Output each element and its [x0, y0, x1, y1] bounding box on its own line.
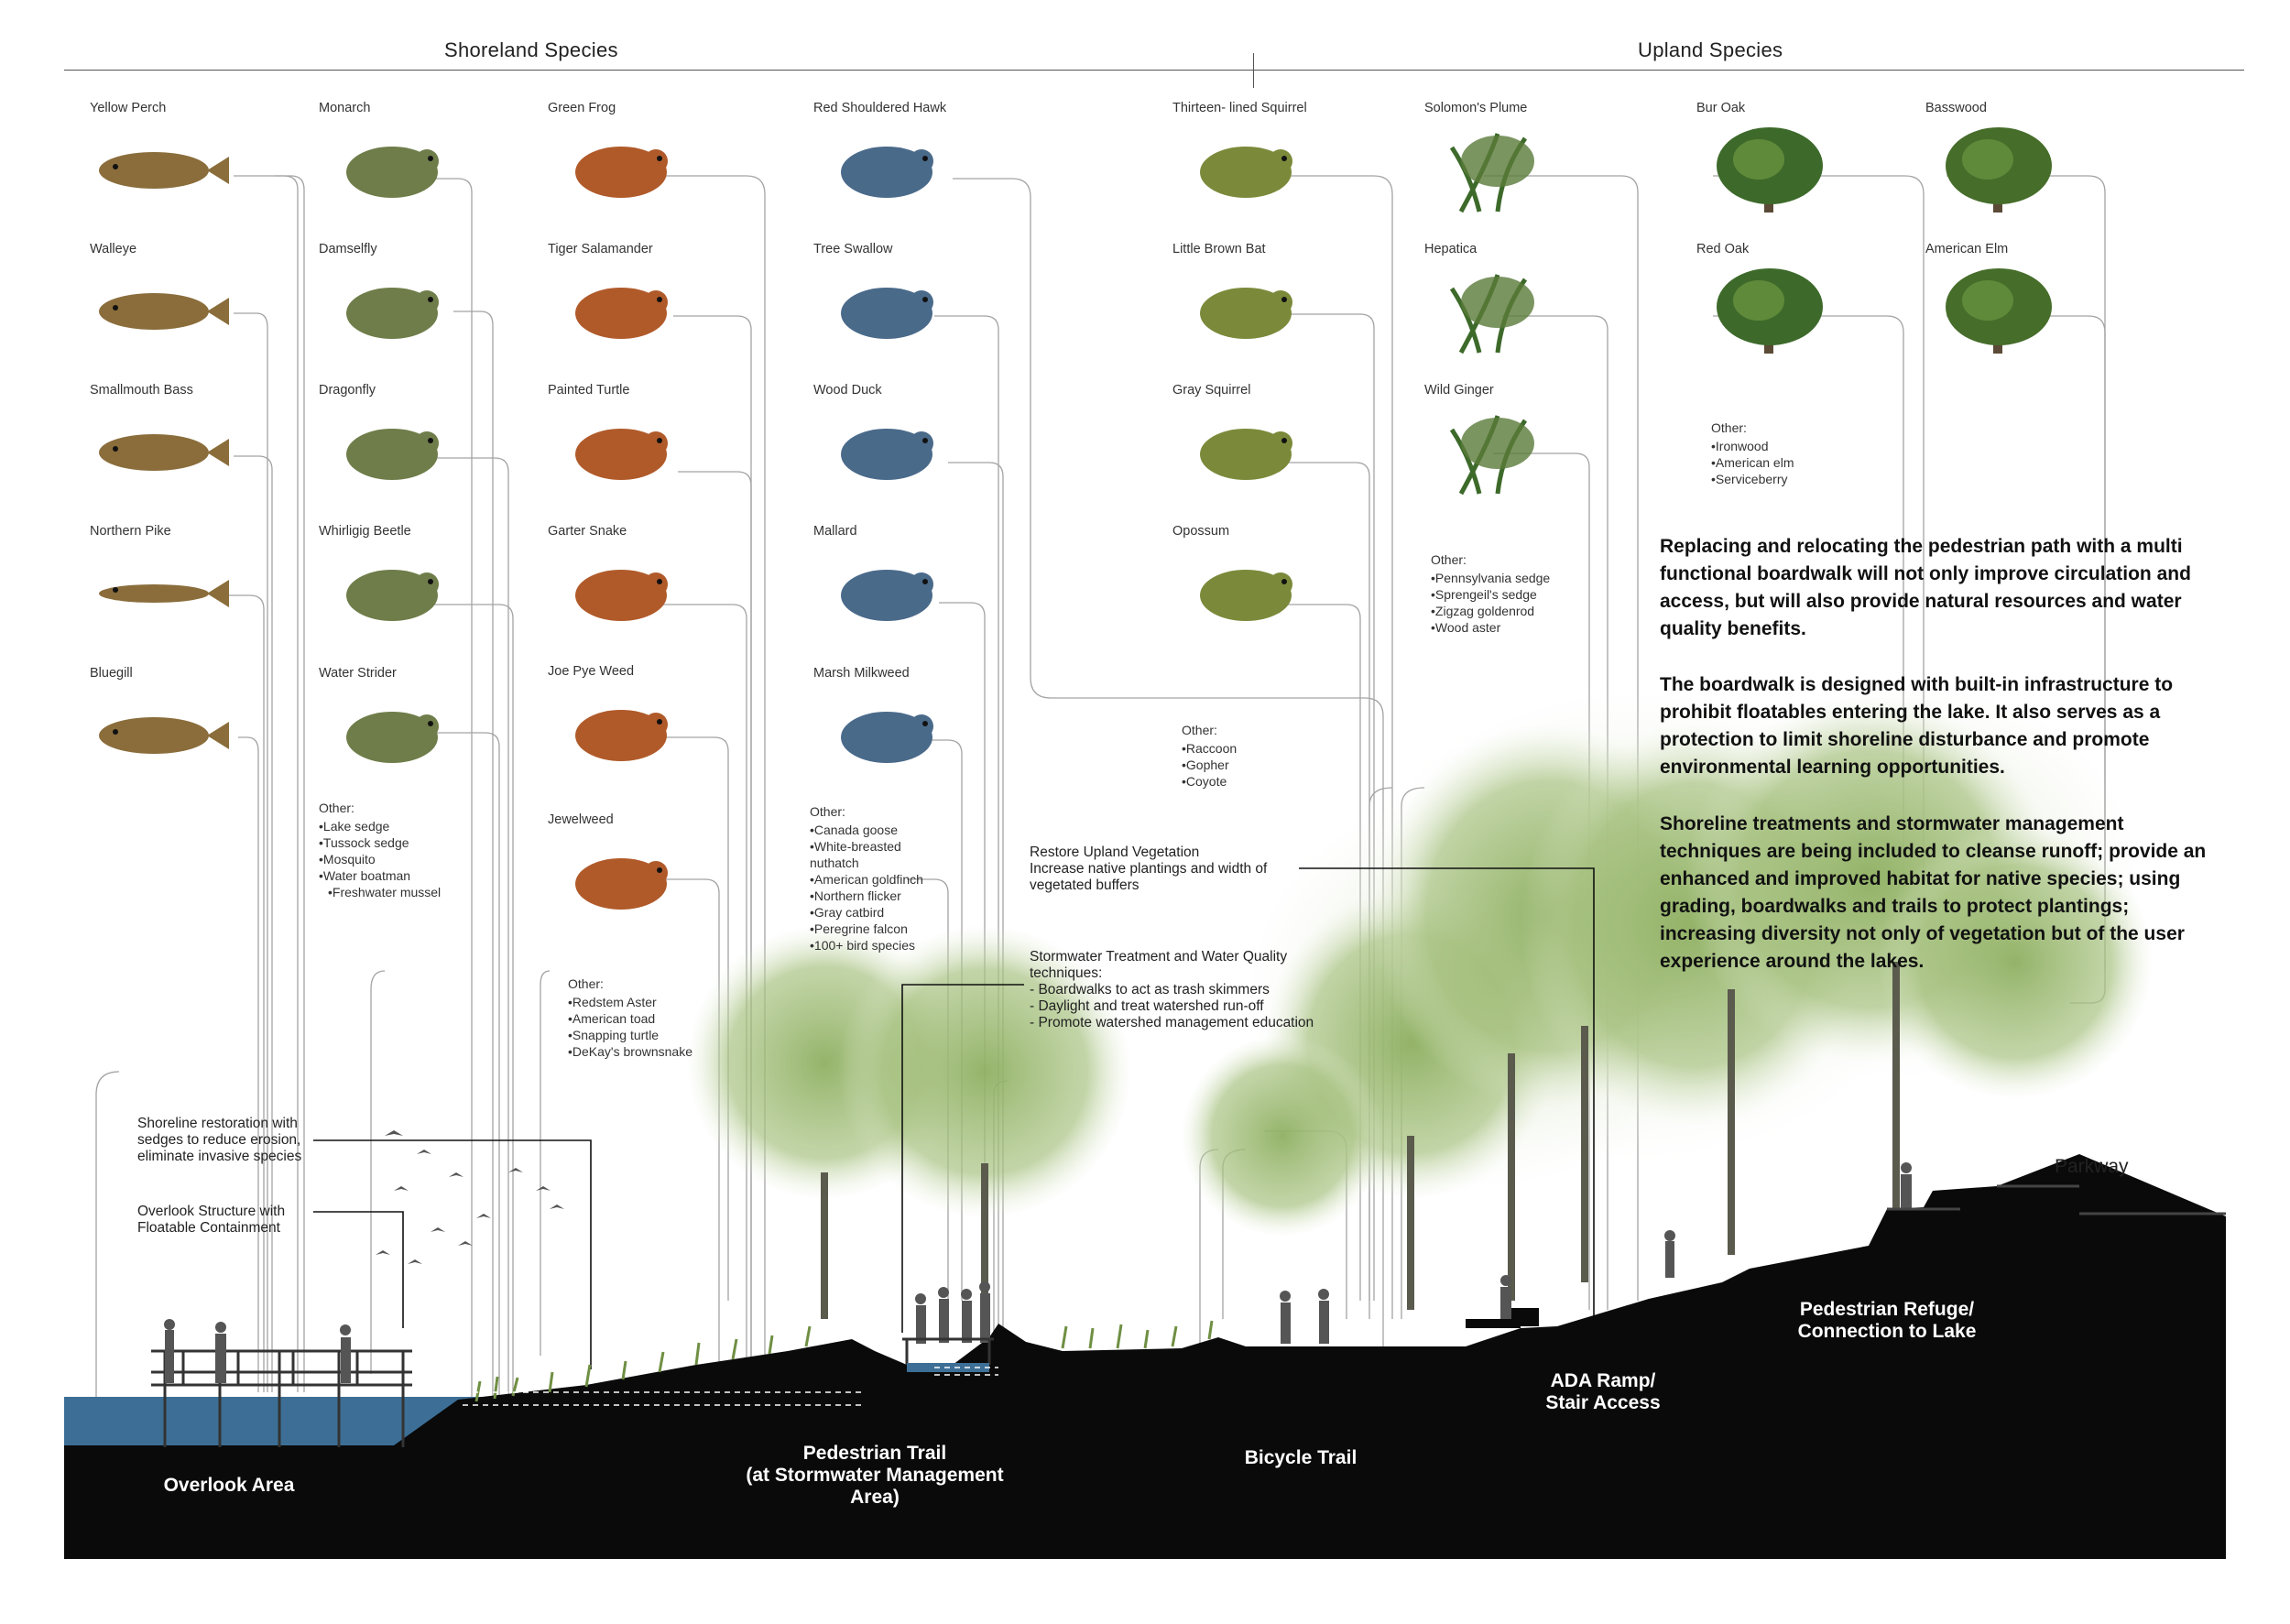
species-label: Wood Duck [813, 383, 882, 398]
list-item: • American elm [1711, 454, 1794, 471]
zone-pedestrian-trail [724, 1443, 1026, 1509]
list-item: • American goldfinch [810, 871, 947, 888]
garter-snake-icon [548, 548, 694, 639]
green-frog-icon [548, 125, 694, 216]
list-item: • White-breasted nuthatch [810, 838, 947, 871]
upland-species-header: Upland Species [1638, 38, 1783, 61]
callout-overlook-structure [137, 1204, 285, 1237]
other-title: Other: [1431, 552, 1467, 567]
list-item: • Water boatman [319, 867, 441, 884]
callout-line: eliminate invasive species [137, 1149, 302, 1164]
walleye-icon [90, 266, 236, 357]
yellow-perch-icon [90, 125, 236, 216]
species-label: Red Shouldered Hawk [813, 101, 947, 115]
zone-bicycle-trail: Bicycle Trail [1244, 1447, 1358, 1468]
list-item: • Serviceberry [1711, 471, 1794, 487]
other-list-col1 [319, 800, 441, 900]
callout-line: Stormwater Treatment and Water Quality [1030, 949, 1288, 965]
species-label: Hepatica [1424, 242, 1478, 256]
northern-pike-icon [90, 548, 236, 639]
list-item: • Raccoon [1182, 740, 1237, 757]
species-label: Gray Squirrel [1172, 383, 1251, 398]
other-list-col5 [1431, 551, 1550, 636]
zone-pedestrian-refuge [1777, 1299, 1997, 1343]
species-label: Monarch [319, 101, 371, 115]
species-label: Smallmouth Bass [90, 383, 193, 398]
callout-restore-upland [1030, 845, 1267, 894]
damselfly-icon [319, 266, 465, 357]
list-item: • Lake sedge [319, 818, 441, 834]
zone-line: Connection to Lake [1797, 1321, 1977, 1342]
species-label: Joe Pye Weed [548, 664, 635, 679]
list-item: • Mosquito [319, 851, 441, 867]
gray-squirrel-icon [1172, 407, 1319, 498]
jewelweed-icon [548, 836, 694, 928]
species-label: Solomon's Plume [1424, 101, 1528, 115]
ground-section [64, 1154, 2226, 1559]
species-label: Opossum [1172, 524, 1230, 539]
list-item: • Wood aster [1431, 619, 1550, 636]
bluegill-icon [90, 690, 236, 781]
species-label: Damselfly [319, 242, 377, 256]
parkway-label: Parkway [2055, 1156, 2129, 1177]
dragonfly-icon [319, 407, 465, 498]
callout-stormwater [1030, 949, 1314, 1031]
species-label: American Elm [1925, 242, 2009, 256]
other-list-col2 [568, 975, 692, 1060]
zone-line: Pedestrian Refuge/ [1799, 1299, 1975, 1320]
callout-line: - Promote watershed management education [1030, 1015, 1314, 1030]
callout-line: - Boardwalks to act as trash skimmers [1030, 982, 1270, 997]
species-label: Tree Swallow [813, 242, 893, 256]
zone-line: Stair Access [1545, 1392, 1661, 1413]
callout-line: vegetated buffers [1030, 877, 1140, 893]
species-label: Bluegill [90, 666, 133, 681]
list-item: • Coyote [1182, 773, 1237, 790]
species-label: Wild Ginger [1424, 383, 1494, 398]
list-item: • Gopher [1182, 757, 1237, 773]
list-item: • Ironwood [1711, 438, 1794, 454]
species-label: Marsh Milkweed [813, 666, 910, 681]
species-label: Garter Snake [548, 524, 627, 539]
callout-line: Shoreline restoration with [137, 1116, 298, 1131]
thirteen-lined-squirrel-icon [1172, 125, 1319, 216]
paragraph-boardwalk-design: The boardwalk is designed with built-in infrastructure to prohibit floatables entering the lake. It also serves as a protection to limit shoreline disturbance and promote environmental learning opportunities. [1660, 674, 2174, 778]
zone-line: (at Stormwater Management [746, 1465, 1004, 1486]
species-label: Yellow Perch [90, 101, 167, 115]
list-item: • Freshwater mussel [319, 884, 441, 900]
flock-of-birds [376, 1130, 564, 1264]
list-item: • American toad [568, 1010, 692, 1027]
callout-line: Floatable Containment [137, 1220, 280, 1236]
species-label: Walleye [90, 242, 137, 256]
species-label: Red Oak [1696, 242, 1750, 256]
opossum-icon [1172, 548, 1319, 639]
species-label: Jewelweed [548, 812, 614, 827]
list-item: • Pennsylvania sedge [1431, 570, 1550, 586]
painted-turtle-icon [548, 407, 694, 498]
little-brown-bat-icon [1172, 266, 1319, 357]
species-label: Northern Pike [90, 524, 171, 539]
red-shouldered-hawk-icon [813, 125, 960, 216]
monarch-icon [319, 125, 465, 216]
callout-line: Increase native plantings and width of [1030, 861, 1268, 877]
other-list-col3 [810, 803, 947, 954]
species-label: Water Strider [319, 666, 397, 681]
zone-line: Pedestrian Trail [802, 1443, 947, 1464]
list-item: • Sprengeil's sedge [1431, 586, 1550, 603]
list-item: • Peregrine falcon [810, 921, 947, 937]
list-item: • 100+ bird species [810, 937, 947, 954]
callout-line: Overlook Structure with [137, 1204, 286, 1219]
list-item: • Tussock sedge [319, 834, 441, 851]
list-item: • Northern flicker [810, 888, 947, 904]
zone-ada-ramp [1511, 1370, 1695, 1414]
zone-line: ADA Ramp/ [1550, 1370, 1656, 1391]
other-title: Other: [810, 804, 845, 819]
species-label: Dragonfly [319, 383, 376, 398]
species-label: Thirteen- lined Squirrel [1172, 101, 1307, 115]
list-item: • Canada goose [810, 822, 947, 838]
shoreland-species-header: Shoreland Species [444, 38, 618, 61]
list-item: • DeKay's brownsnake [568, 1043, 692, 1060]
smallmouth-bass-icon [90, 407, 236, 498]
american-elm-icon [1925, 266, 2072, 357]
tree-swallow-icon [813, 266, 960, 357]
wild-ginger-icon [1424, 407, 1571, 498]
solomons-plume-icon [1424, 125, 1571, 216]
other-title: Other: [568, 976, 604, 991]
callout-line: sedges to reduce erosion, [137, 1132, 301, 1148]
callout-line: techniques: [1030, 965, 1103, 981]
joe-pye-weed-icon [548, 688, 694, 779]
tiger-salamander-icon [548, 266, 694, 357]
water-strider-icon [319, 690, 465, 781]
species-label: Whirligig Beetle [319, 524, 411, 539]
other-title: Other: [1711, 420, 1747, 435]
basswood-icon [1925, 125, 2072, 216]
other-title: Other: [1182, 723, 1217, 737]
hepatica-icon [1424, 266, 1571, 357]
zone-line: Area) [850, 1487, 900, 1508]
list-item: • Redstem Aster [568, 994, 692, 1010]
other-list-col6 [1711, 420, 1794, 487]
mallard-icon [813, 548, 960, 639]
marsh-milkweed-icon [813, 690, 960, 781]
callout-line: Restore Upland Vegetation [1030, 845, 1200, 860]
paragraph-boardwalk-benefits: Replacing and relocating the pedestrian path with a multi functional boardwalk will not only improve circulation and access, but will also provide natural resources and water quality benefits. [1660, 536, 2191, 639]
species-label: Green Frog [548, 101, 616, 115]
zone-overlook-area: Overlook Area [163, 1475, 295, 1496]
paragraph-shoreline-treatments: Shoreline treatments and stormwater management techniques are being included to cleanse runoff; provide an enhanced and improved habitat for native species; using grading, boardwalks and trails to protect plantings; increasing diversity not only of vegetation but of the user experience around the lakes. [1660, 813, 2207, 972]
other-title: Other: [319, 801, 354, 815]
bur-oak-icon [1696, 125, 1843, 216]
callout-line: - Daylight and treat watershed run-off [1030, 998, 1264, 1014]
list-item: • Gray catbird [810, 904, 947, 921]
list-item: • Zigzag goldenrod [1431, 603, 1550, 619]
other-list-col4 [1182, 722, 1237, 790]
red-oak-icon [1696, 266, 1843, 357]
list-item: • Snapping turtle [568, 1027, 692, 1043]
species-label: Mallard [813, 524, 857, 539]
species-label: Tiger Salamander [548, 242, 653, 256]
species-label: Basswood [1925, 101, 1987, 115]
species-label: Bur Oak [1696, 101, 1746, 115]
whirligig-beetle-icon [319, 548, 465, 639]
callout-shoreline-restoration [137, 1116, 301, 1165]
species-label: Painted Turtle [548, 383, 630, 398]
wood-duck-icon [813, 407, 960, 498]
species-label: Little Brown Bat [1172, 242, 1266, 256]
